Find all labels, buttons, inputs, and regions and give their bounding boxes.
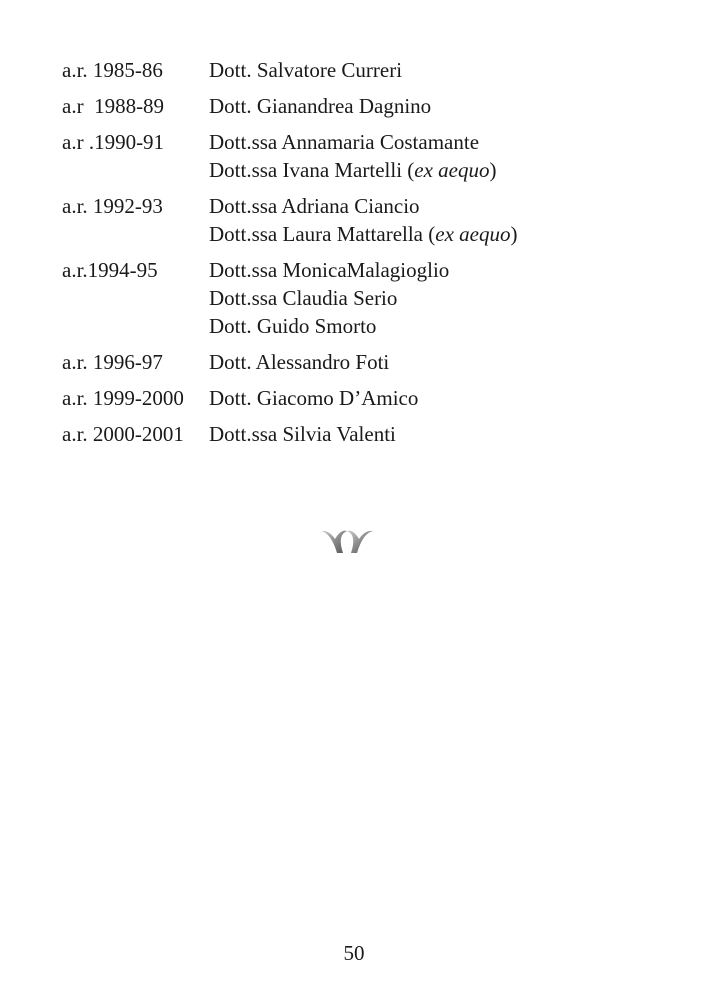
list-item [62,128,662,184]
recipient-names [209,128,662,184]
list-item [62,92,662,120]
academic-year: a.r .1990-91 [62,130,165,154]
list-item [62,420,662,448]
recipient-names [209,384,662,412]
academic-year: a.r. 1999-2000 [62,386,184,410]
recipient-names [209,348,662,376]
list-item [62,56,662,84]
ex-aequo-note: ex aequo [435,222,511,246]
academic-year: a.r.1994-95 [62,258,158,282]
recipient-name: Dott. Giacomo D’Amico [209,386,419,410]
academic-year: a.r 1988-89 [62,94,165,118]
recipient-name: Dott. Gianandrea Dagnino [209,94,432,118]
recipient-name: Dott.ssa Adriana Ciancio [209,194,420,218]
academic-year: a.r. 1992-93 [62,194,163,218]
double-arch-ornament-icon [319,527,375,555]
award-recipients-list [62,56,662,456]
recipient-name: Dott.ssa Claudia Serio [209,286,398,310]
academic-year: a.r. 1985-86 [62,58,163,82]
academic-year: a.r. 1996-97 [62,350,163,374]
recipient-name: Dott.ssa Annamaria Costamante [209,130,480,154]
recipient-name: Dott.ssa Laura Mattarella (ex aequo) [209,222,518,246]
recipient-name: Dott.ssa Ivana Martelli (ex aequo) [209,158,497,182]
page-number: 50 [343,941,365,965]
recipient-name: Dott. Salvatore Curreri [209,58,403,82]
recipient-name: Dott. Guido Smorto [209,314,377,338]
recipient-names [209,192,662,248]
recipient-name: Dott. Alessandro Foti [209,350,390,374]
recipient-names [209,420,662,448]
list-item [62,384,662,412]
recipient-names [209,92,662,120]
list-item [62,256,662,340]
academic-year: a.r. 2000-2001 [62,422,184,446]
recipient-name: Dott.ssa Silvia Valenti [209,422,396,446]
recipient-names [209,256,662,340]
ex-aequo-note: ex aequo [414,158,490,182]
list-item [62,192,662,248]
recipient-names [209,56,662,84]
list-item [62,348,662,376]
recipient-name: Dott.ssa MonicaMalagioglio [209,258,450,282]
